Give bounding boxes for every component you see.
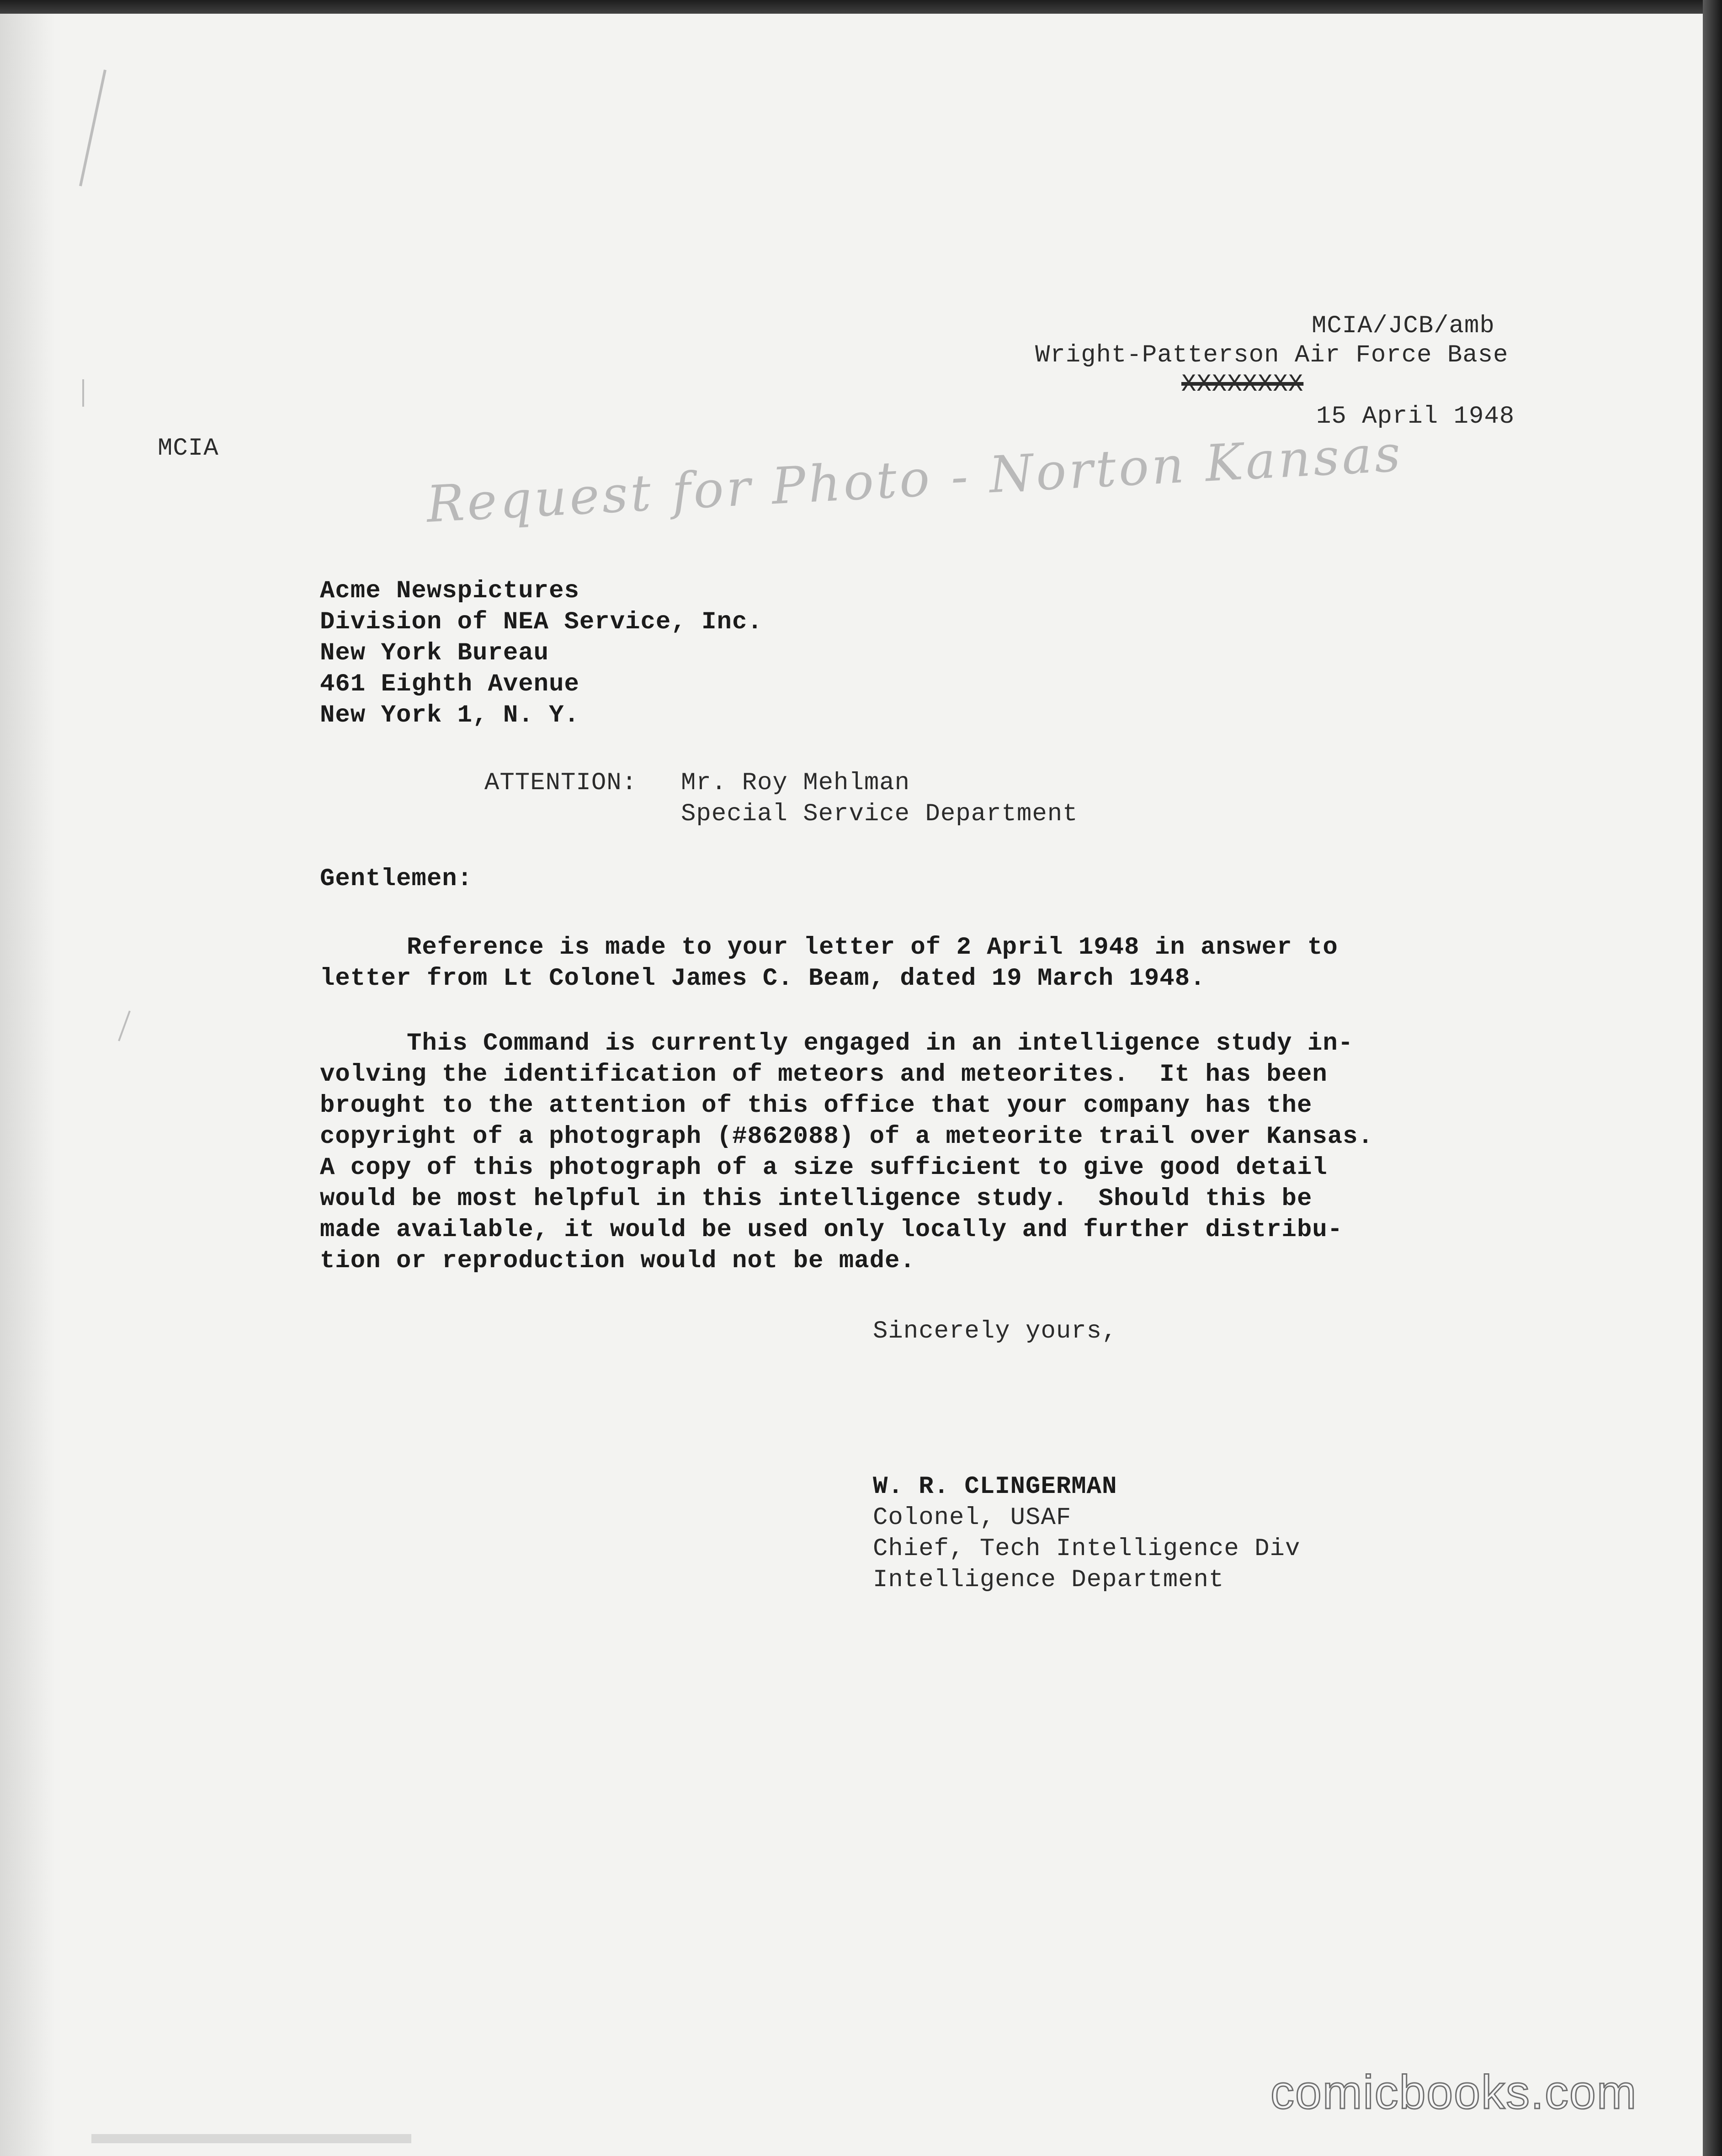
pencil-mark bbox=[82, 379, 84, 407]
letter-page bbox=[0, 14, 1705, 2156]
struck-text: XXXXXXXX bbox=[1181, 371, 1304, 398]
paragraph-line: copyright of a photograph (#862088) of a meteorite trail over Kansas. bbox=[320, 1123, 1373, 1151]
paragraph-line: A copy of this photograph of a size sufficient to give good detail bbox=[320, 1154, 1328, 1182]
signature-rank: Colonel, USAF bbox=[873, 1504, 1072, 1532]
address-line: 461 Eighth Avenue bbox=[320, 670, 579, 698]
pencil-mark bbox=[118, 1010, 131, 1041]
watermark: comicbooks.com bbox=[1270, 2066, 1637, 2119]
handwritten-note: Request for Photo - Norton Kansas bbox=[425, 424, 1405, 534]
attention-department: Special Service Department bbox=[681, 800, 1078, 828]
pencil-mark bbox=[79, 69, 106, 186]
paragraph-line: letter from Lt Colonel James C. Beam, dated 19 March 1948. bbox=[320, 965, 1206, 993]
scan-right-edge bbox=[1703, 0, 1722, 2156]
address-line: Division of NEA Service, Inc. bbox=[320, 608, 763, 636]
paragraph-line: made available, it would be used only locally and further distribu- bbox=[320, 1216, 1343, 1244]
attention-name: Mr. Roy Mehlman bbox=[681, 769, 910, 797]
paragraph-line: tion or reproduction would not be made. bbox=[320, 1247, 915, 1275]
closing: Sincerely yours, bbox=[873, 1317, 1117, 1345]
signature-name: W. R. CLINGERMAN bbox=[873, 1473, 1117, 1501]
signature-title: Chief, Tech Intelligence Div bbox=[873, 1535, 1301, 1563]
scan-smudge bbox=[91, 2134, 411, 2143]
office-symbol: MCIA bbox=[158, 435, 219, 462]
signature-department: Intelligence Department bbox=[873, 1566, 1224, 1594]
scan-left-shadow bbox=[0, 14, 55, 2156]
salutation: Gentlemen: bbox=[320, 865, 473, 893]
paragraph-line: This Command is currently engaged in an intelligence study in- bbox=[407, 1030, 1354, 1057]
paragraph-line: volving the identification of meteors and meteorites. It has been bbox=[320, 1061, 1328, 1089]
base-location: Wright-Patterson Air Force Base bbox=[1035, 341, 1509, 369]
address-line: New York 1, N. Y. bbox=[320, 701, 579, 729]
paragraph-line: brought to the attention of this office that your company has the bbox=[320, 1092, 1313, 1120]
paragraph-line: would be most helpful in this intelligence study. Should this be bbox=[320, 1185, 1313, 1213]
address-line: New York Bureau bbox=[320, 639, 549, 667]
letter-date: 15 April 1948 bbox=[1316, 403, 1515, 430]
address-line: Acme Newspictures bbox=[320, 577, 579, 605]
reference-code: MCIA/JCB/amb bbox=[1312, 312, 1495, 340]
attention-label: ATTENTION: bbox=[484, 769, 638, 797]
paragraph-line: Reference is made to your letter of 2 April 1948 in answer to bbox=[407, 934, 1338, 961]
